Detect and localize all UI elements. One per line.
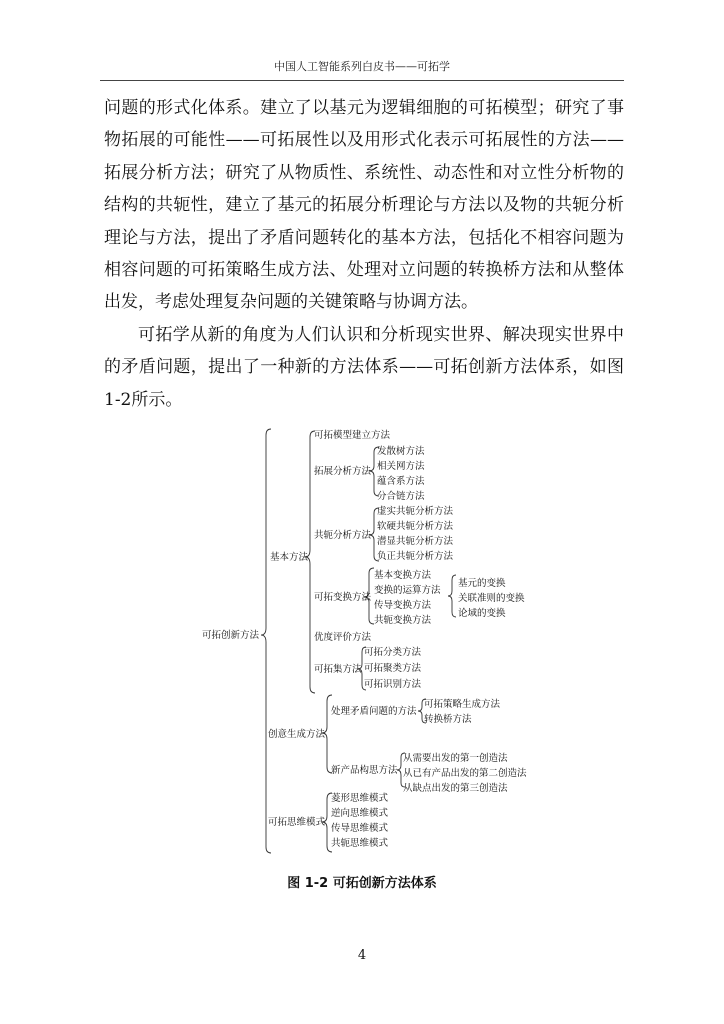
running-header: 中国人工智能系列白皮书——可拓学 (274, 60, 450, 73)
thinking-modes-label: 可拓思维模式 (268, 817, 326, 828)
product-item: 从已有产品出发的第二创造法 (403, 768, 527, 779)
thinking-item: 共轭思维模式 (331, 838, 389, 849)
figure-caption: 图 1-2 可拓创新方法体系 (287, 876, 437, 891)
conjugate-item: 负正共轭分析方法 (377, 551, 454, 562)
thinking-item: 传导思维模式 (331, 823, 389, 834)
body-text (104, 92, 624, 416)
page-number: 4 (357, 948, 367, 963)
model-method: 可拓模型建立方法 (314, 430, 391, 441)
sets-item: 可拓分类方法 (364, 647, 422, 658)
product-method-label: 新产品构思方法 (331, 765, 398, 776)
evaluation-method: 优度评价方法 (314, 632, 372, 643)
sets-method-label: 可拓集方法 (314, 664, 362, 675)
bracket-root (261, 429, 271, 853)
transform-method-label: 可拓变换方法 (314, 592, 372, 603)
diagram-svg (190, 425, 550, 860)
basic-methods-label: 基本方法 (270, 552, 309, 563)
transform-item: 共轭变换方法 (374, 615, 432, 626)
transform-target: 基元的变换 (458, 578, 506, 589)
product-item: 从需要出发的第一创造法 (403, 753, 508, 764)
conjugate-item: 软硬共轭分析方法 (377, 521, 454, 532)
expansion-item: 分合链方法 (377, 491, 425, 502)
conjugate-item: 潜显共轭分析方法 (377, 536, 454, 547)
paragraph-1: 问题的形式化体系。建立了以基元为逻辑细胞的可拓模型；研究了事物拓展的可能性——可拓展性以及用形式化表示可拓展性的方法——拓展分析方法；研究了从物质性、系统性、动态性和对立性分析物的结构的共轭性，建立了基元的拓展分析理论与方法以及物的共轭分析理论与方法，提出了矛盾问题转化的基本方法，包括化不相容问题为相容问题的可拓策略生成方法、处理对立问题的转换桥方法和从整体出发，考虑处理复杂问题的关键策略与协调方法。 (104, 98, 624, 313)
transform-item: 基本变换方法 (374, 570, 432, 581)
expansion-method-label: 拓展分析方法 (314, 466, 372, 477)
transform-item: 变换的运算方法 (374, 585, 441, 596)
thinking-item: 菱形思维模式 (331, 793, 389, 804)
contradiction-item: 转换桥方法 (424, 714, 472, 725)
contradiction-item: 可拓策略生成方法 (424, 699, 501, 710)
header-rule (100, 80, 624, 81)
expansion-item: 发散树方法 (377, 446, 425, 457)
product-item: 从缺点出发的第三创造法 (403, 783, 508, 794)
root-label: 可拓创新方法 (202, 630, 260, 641)
transform-target: 论域的变换 (458, 608, 506, 619)
transform-item: 传导变换方法 (374, 600, 432, 611)
conjugate-method-label: 共轭分析方法 (314, 530, 372, 541)
method-system-diagram (190, 425, 550, 860)
transform-target: 关联准则的变换 (458, 593, 525, 604)
sets-item: 可拓聚类方法 (364, 663, 422, 674)
expansion-item: 相关网方法 (377, 461, 425, 472)
sets-item: 可拓识别方法 (364, 679, 422, 690)
contradiction-method-label: 处理矛盾问题的方法 (331, 706, 417, 717)
thinking-item: 逆向思维模式 (331, 808, 389, 819)
creative-methods-label: 创意生成方法 (268, 729, 326, 740)
bracket-transform-targets (448, 575, 456, 617)
paragraph-2: 可拓学从新的角度为人们认识和分析现实世界、解决现实世界中的矛盾问题，提出了一种新的方法体系——可拓创新方法体系，如图1-2所示。 (104, 324, 624, 410)
expansion-item: 蕴含系方法 (377, 476, 425, 487)
conjugate-item: 虚实共轭分析方法 (377, 506, 454, 517)
